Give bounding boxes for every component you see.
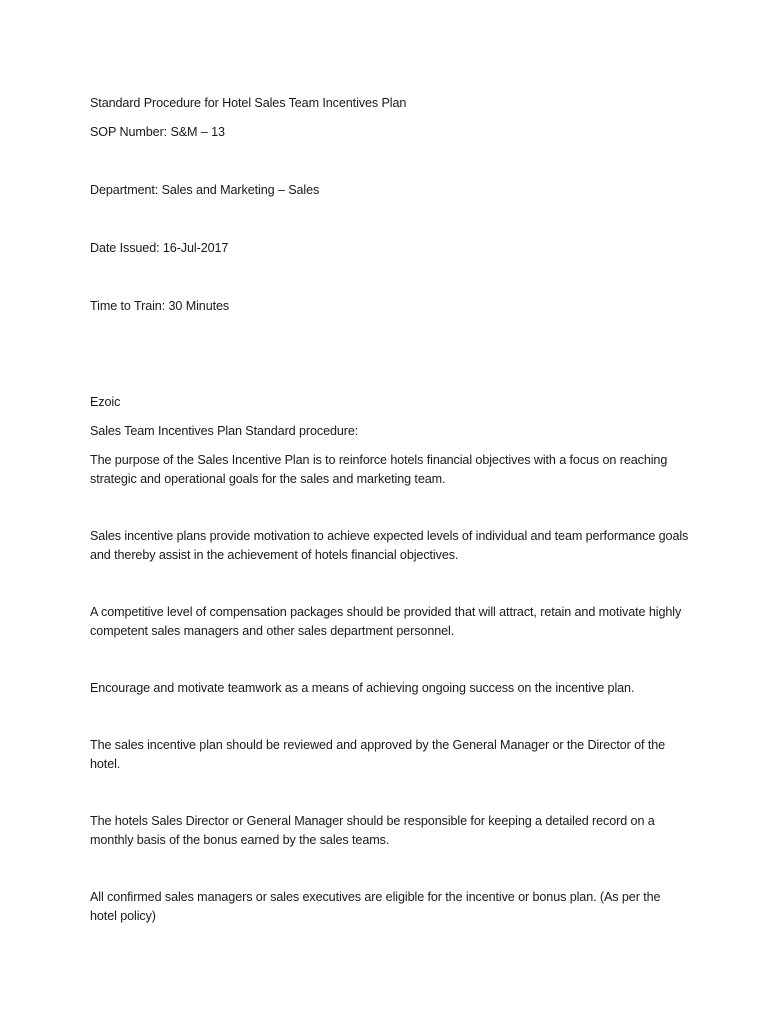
time-to-train: Time to Train: 30 Minutes [90, 299, 230, 313]
paragraph-compensation: A competitive level of compensation packages should be provided that will attract, retain and motivate highly competent sales managers and other sales department personnel. [90, 605, 682, 638]
paragraph-record-keeping: The hotels Sales Director or General Manager should be responsible for keeping a detailed record on a monthly basis of the bonus earned by the sales teams. [90, 814, 655, 847]
paragraph-eligibility: All confirmed sales managers or sales executives are eligible for the incentive or bonus plan. (As per the hotel policy) [90, 890, 661, 923]
document-body [90, 94, 690, 926]
sop-number: SOP Number: S&M – 13 [90, 125, 225, 139]
paragraph-motivation: Sales incentive plans provide motivation to achieve expected levels of individual and team performance goals and thereby assist in the achievement of hotels financial objectives. [90, 529, 689, 562]
paragraph-purpose: The purpose of the Sales Incentive Plan is to reinforce hotels financial objectives with a focus on reaching strategic and operational goals for the sales and marketing team. [90, 453, 668, 486]
section-heading: Sales Team Incentives Plan Standard procedure: [90, 424, 359, 438]
document-title: Standard Procedure for Hotel Sales Team Incentives Plan [90, 96, 407, 110]
date-issued: Date Issued: 16-Jul-2017 [90, 241, 229, 255]
paragraph-approval: The sales incentive plan should be reviewed and approved by the General Manager or the Director of the hotel. [90, 738, 666, 771]
ezoic-label: Ezoic [90, 395, 121, 409]
department: Department: Sales and Marketing – Sales [90, 183, 320, 197]
paragraph-teamwork: Encourage and motivate teamwork as a means of achieving ongoing success on the incentive plan. [90, 681, 635, 695]
